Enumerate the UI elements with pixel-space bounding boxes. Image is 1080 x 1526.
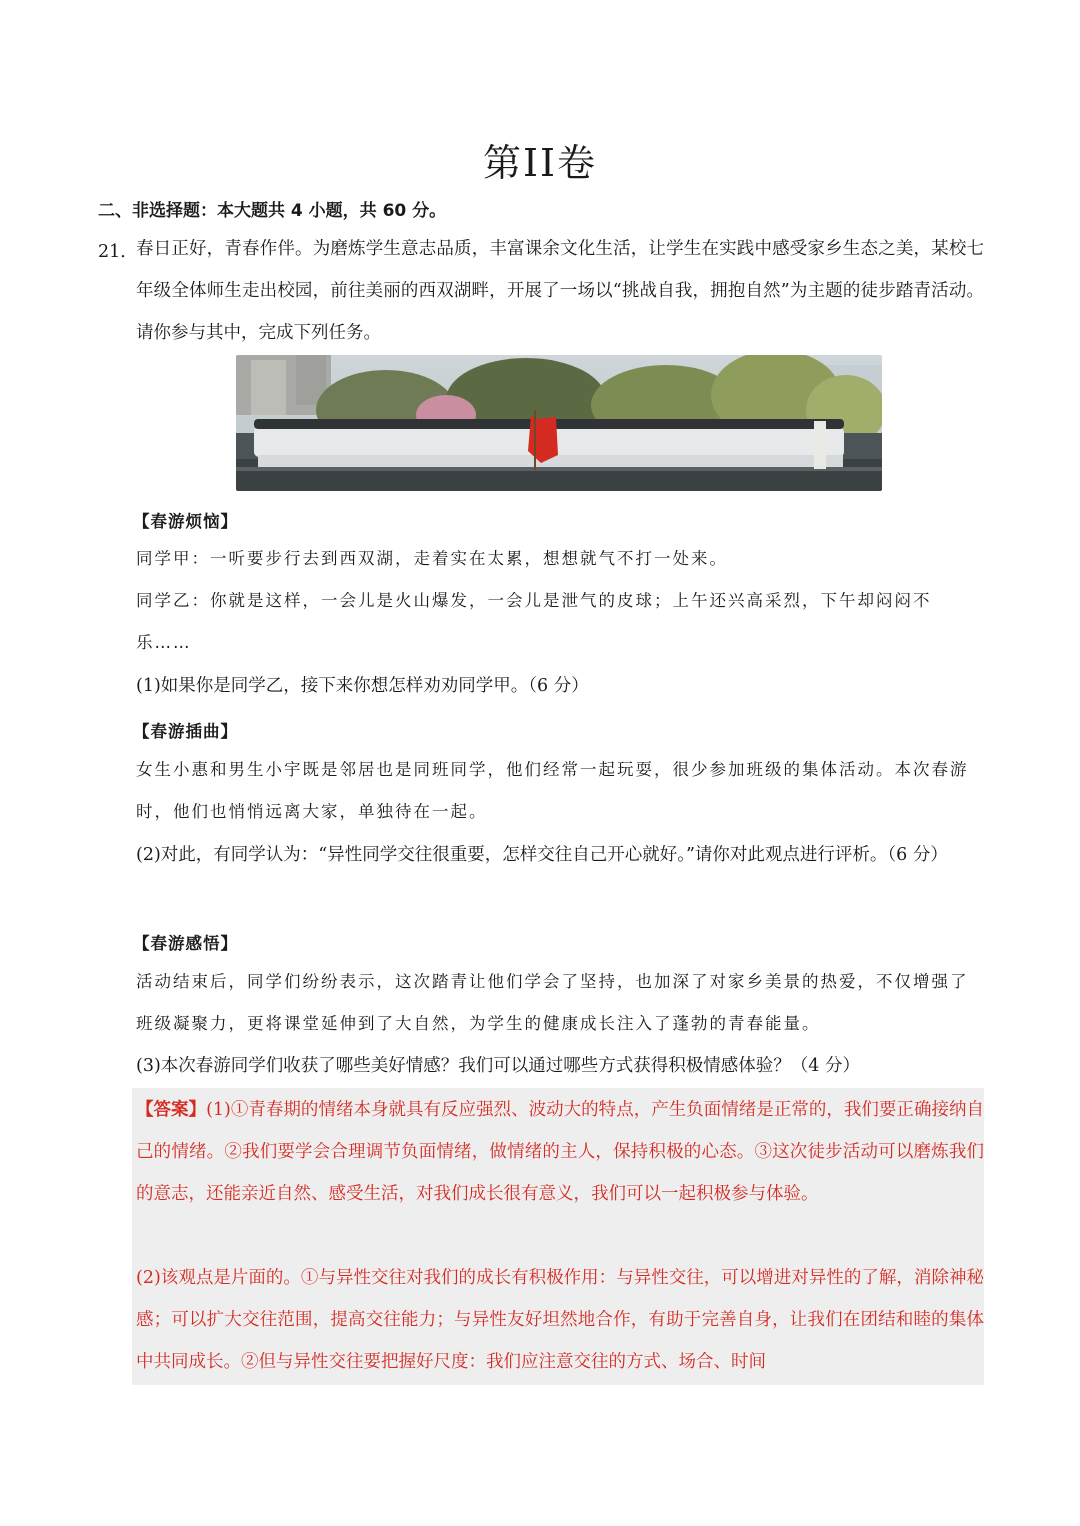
part2-heading: 【春游插曲】 <box>133 722 238 741</box>
section-heading: 二、非选择题：本大题共 4 小题，共 60 分。 <box>98 201 447 221</box>
question-intro: 春日正好，青春作伴。为磨炼学生意志品质，丰富课余文化生活，让学生在实践中感受家乡生态之美，某校七年级全体师生走出校园，前往美丽的西双湖畔，开展了一场以“挑战自我，拥抱自然”为主题的徒步踏青活动。请你参与其中，完成下列任务。 <box>136 239 984 343</box>
part1-line-b: 同学乙：你就是这样，一会儿是火山爆发，一会儿是泄气的皮球；上午还兴高采烈，下午却闷闷不乐…… <box>136 591 932 652</box>
part1-heading: 【春游烦恼】 <box>133 512 238 531</box>
part2-prompt: (2)对此，有同学认为：“异性同学交往很重要，怎样交往自己开心就好。”请你对此观点进行评析。（6 分） <box>136 845 948 865</box>
answer-part2: (2)该观点是片面的。①与异性交往对我们的成长有积极作用：与异性交往，可以增进对异性的了解，消除神秘感；可以扩大交往范围，提高交往能力；与异性友好坦然地合作，有助于完善自身，让我们在团结和睦的集体中共同成长。②但与异性交往要把握好尺度：我们应注意交往的方式、场合、时间 <box>136 1268 984 1372</box>
page-title: 第II卷 <box>482 141 598 185</box>
part3-prompt: (3)本次春游同学们收获了哪些美好情感？我们可以通过哪些方式获得积极情感体验？（4 分） <box>136 1056 860 1076</box>
answer-part1-text: (1)①青春期的情绪本身就具有反应强烈、波动大的特点，产生负面情绪是正常的，我们要正确接纳自己的情绪。②我们要学会合理调节负面情绪，做情绪的主人，保持积极的心态。③这次徒步活动可以磨炼我们的意志，还能亲近自然、感受生活，对我们成长很有意义，我们可以一起积极参与体验。 <box>136 1100 984 1204</box>
part2-story: 女生小惠和男生小宇既是邻居也是同班同学，他们经常一起玩耍，很少参加班级的集体活动。本次春游时，他们也悄悄远离大家，单独待在一起。 <box>136 760 969 821</box>
answer-tag: 【答案】 <box>136 1100 207 1120</box>
group-photo <box>236 355 882 491</box>
question-number: 21． <box>98 242 138 262</box>
part1-prompt: (1)如果你是同学乙，接下来你想怎样劝劝同学甲。（6 分） <box>136 676 589 696</box>
answer-part1 <box>136 1089 984 1215</box>
part3-story: 活动结束后，同学们纷纷表示，这次踏青让他们学会了坚持，也加深了对家乡美景的热爱，不仅增强了班级凝聚力，更将课堂延伸到了大自然，为学生的健康成长注入了蓬勃的青春能量。 <box>136 972 969 1033</box>
group-photo-icon <box>236 355 882 491</box>
part3-heading: 【春游感悟】 <box>133 934 238 953</box>
part1-line-a: 同学甲：一听要步行去到西双湖，走着实在太累，想想就气不打一处来。 <box>136 549 728 568</box>
